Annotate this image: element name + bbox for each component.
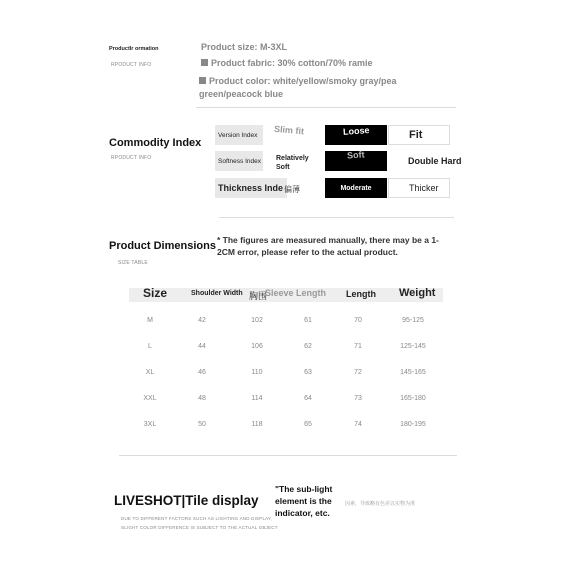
liveshot-cn-note: 因素，导致略有色差以实物为准 xyxy=(345,501,416,507)
liveshot-note: "The sub-light element is the indicator, etc. xyxy=(275,484,333,518)
dimensions-title: Product Dimensions xyxy=(109,240,216,252)
commodity-title: Commodity Index xyxy=(109,137,202,149)
table-cell: 74 xyxy=(354,421,362,428)
table-cell: 48 xyxy=(198,395,206,402)
table-cell: 61 xyxy=(304,317,312,324)
product-color: Product color: white/yellow/smoky gray/pea green/peacock blue xyxy=(199,76,397,99)
divider xyxy=(196,107,456,108)
header-weight: Weight xyxy=(399,287,436,299)
dimensions-subtitle: SIZE TABLE xyxy=(118,260,148,266)
header-shoulder-width: Shoulder Width xyxy=(191,290,243,297)
softness-index-option-1: Relatively Soft xyxy=(276,155,309,171)
square-bullet-icon xyxy=(199,77,206,84)
table-cell: 71 xyxy=(354,343,362,350)
version-index-option-2-selected: Loose xyxy=(325,125,387,145)
table-cell: 118 xyxy=(251,421,263,428)
softness-index-option-2-selected: Soft xyxy=(325,151,387,171)
thickness-index-option-3: Thicker xyxy=(388,178,450,198)
table-cell: 70 xyxy=(354,317,362,324)
product-fabric: Product fabric: 30% cotton/70% ramie xyxy=(201,58,373,68)
table-cell: 165-180 xyxy=(400,395,426,402)
header-bust: 胸围 xyxy=(249,291,268,301)
table-cell: 73 xyxy=(354,395,362,402)
table-cell: 106 xyxy=(251,343,263,350)
version-index-option-3: Fit xyxy=(388,125,450,145)
thickness-index-option-1: 偏薄 xyxy=(284,184,300,194)
table-cell: 102 xyxy=(251,317,263,324)
table-cell: 62 xyxy=(304,343,312,350)
table-cell: 42 xyxy=(198,317,206,324)
table-cell: 145-165 xyxy=(400,369,426,376)
table-cell: 3XL xyxy=(143,421,157,428)
table-cell: XL xyxy=(145,369,155,376)
commodity-subtitle: RPODUCT INFO xyxy=(111,155,152,161)
version-index-option-1: Slim fit xyxy=(273,123,305,137)
header-sleeve-length: Sleeve Length xyxy=(265,288,327,298)
table-cell: XXL xyxy=(143,395,157,402)
table-cell: 110 xyxy=(251,369,263,376)
divider xyxy=(219,217,454,218)
product-size: Product size: M-3XL xyxy=(201,42,288,52)
table-cell: 180-195 xyxy=(400,421,426,428)
table-cell: 125-145 xyxy=(400,343,426,350)
softness-index-label: Softness Index xyxy=(215,151,263,171)
liveshot-sub1: DUE TO DIFFERENT FACTORS SUCH AS LIGHTING AND DISPLAY, xyxy=(121,516,273,521)
table-cell: 95-125 xyxy=(402,317,424,324)
table-cell: 114 xyxy=(251,395,263,402)
version-index-label: Version Index xyxy=(215,125,263,145)
table-cell: 65 xyxy=(304,421,312,428)
header-length: Length xyxy=(346,289,376,299)
info-heading: ProductIr ormation xyxy=(109,46,159,52)
table-cell: 50 xyxy=(198,421,206,428)
thickness-index-option-2-selected: Moderate xyxy=(325,178,387,198)
table-cell: 72 xyxy=(354,369,362,376)
table-cell: L xyxy=(148,343,152,350)
thickness-index-label: Thickness Inde xyxy=(215,178,287,198)
table-cell: 64 xyxy=(304,395,312,402)
table-cell: M xyxy=(147,317,153,324)
softness-index-option-3: Double Hard xyxy=(408,156,462,166)
table-cell: 44 xyxy=(198,343,206,350)
liveshot-sub2: SLIGHT COLOR DIFFERENCE IS SUBJECT TO THE ACTUAL OBJECT xyxy=(121,525,278,530)
table-cell: 46 xyxy=(198,369,206,376)
info-subheading: RPODUCT INFO xyxy=(111,62,152,68)
header-size: Size xyxy=(143,286,168,300)
table-cell: 63 xyxy=(304,369,312,376)
divider xyxy=(119,455,457,456)
measurement-note: * The figures are measured manually, there may be a 1-2CM error, please refer to the actual product. xyxy=(217,235,439,257)
liveshot-title: LIVESHOT|Tile display xyxy=(114,493,259,508)
square-bullet-icon xyxy=(201,59,208,66)
